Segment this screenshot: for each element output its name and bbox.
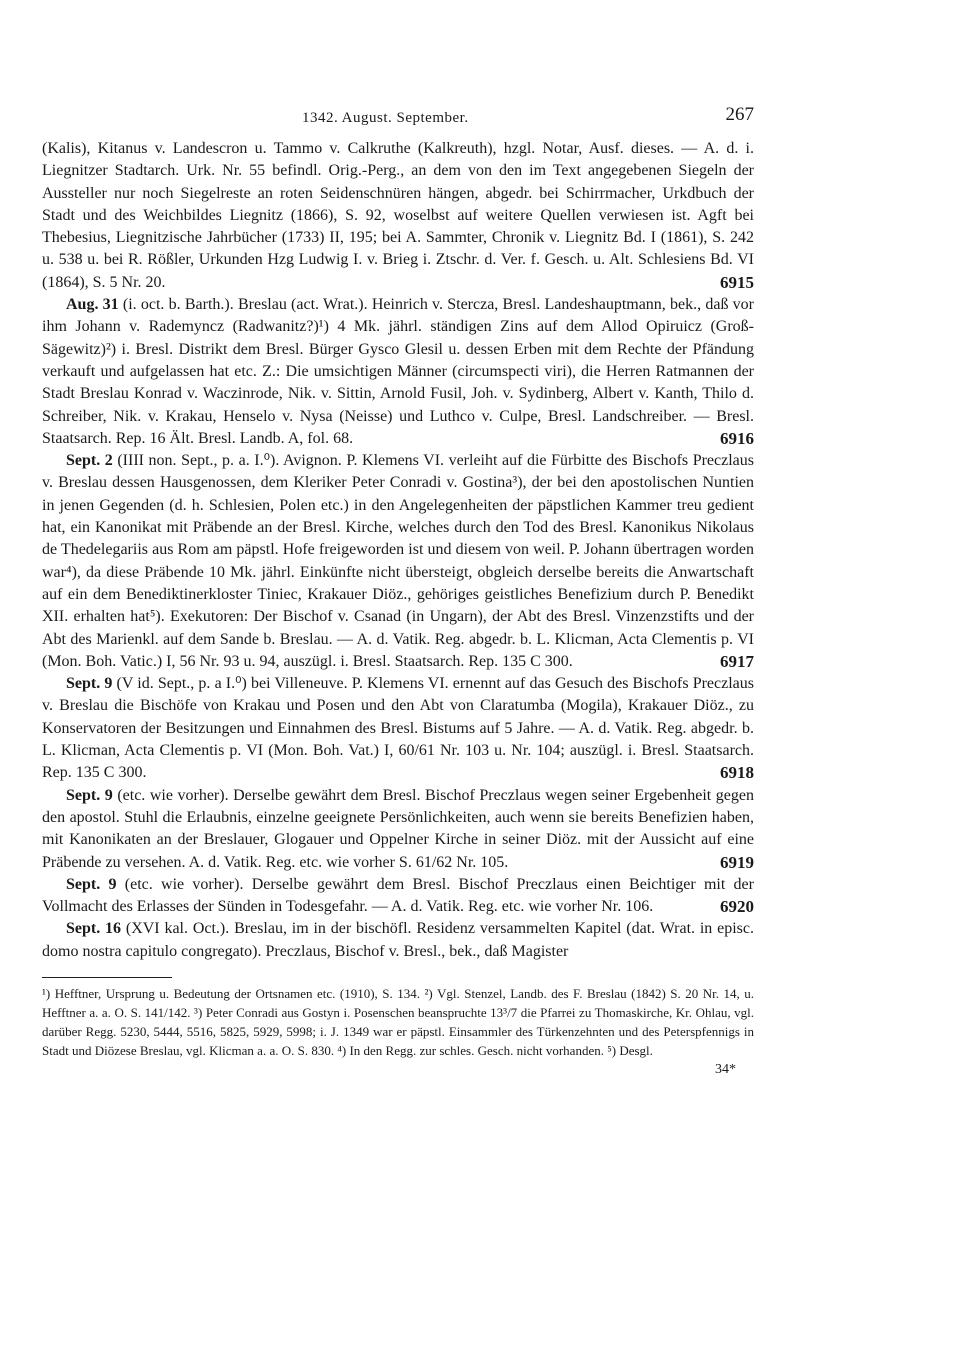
regest-number: 6915 [720,272,754,292]
continuation-entry [42,138,754,294]
entry-date: Sept. 9 [66,675,113,693]
regest-number: 6918 [720,763,754,783]
regest-number: 6917 [720,651,754,671]
page-header [42,104,754,138]
entry-text: (etc. wie vorher). Derselbe gewährt dem Bresl. Bischof Preczlaus wegen seiner Ergebenheit gegen den apostol. Stuhl die Erlaubnis, einzelne geeignete Persönlichkeiten, auch wenn sie bereits Benefizien haben, mit Kanonikaten an der Breslauer, Glogauer und Oppelner Kirche in seiner Diöz. mit der Aussicht auf eine Präbende zu versehen. A. d. Vatik. Reg. etc. wie vorher S. 61/62 Nr. 105. [42,786,754,871]
entry-date: Sept. 9 [66,875,117,893]
page-number: 267 [725,104,754,125]
main-text [42,138,754,963]
entry-text: (etc. wie vorher). Derselbe gewährt dem Bresl. Bischof Preczlaus einen Beichtiger mit der Vollmacht des Erlasses der Sünden in Todesgefahr. — A. d. Vatik. Reg. etc. wie vorher Nr. 106. [42,875,754,916]
regest-entry [42,918,754,963]
entry-date: Sept. 16 [66,920,122,938]
regest-entry [42,294,754,450]
entry-text: (i. oct. b. Barth.). Breslau (act. Wrat.). Heinrich v. Stercza, Bresl. Landeshauptmann, bek., daß vor ihm Johann v. Rademyncz (Radwanitz?)¹) 4 Mk. jährl. ständigen Zins auf dem Allod Opiruicz (Groß-Sägewitz)²) i. Bresl. Distrikt dem Bresl. Bürger Gysco Glesil u. dessen Erben mit dem Rechte der Pfändung verkauft und aufgelassen hat etc. Z.: Die umsichtigen Männer (circumspecti viri), die Herren Ratmannen der Stadt Breslau Konrad v. Waczinrode, Nik. v. Sittin, Arnold Fusil, Joh. v. Sydinberg, Albert v. Kanth, Thilo d. Schreiber, Nik. v. Krakau, Henselo v. Nysa (Neisse) und Luthco v. Culpe, Bresl. Landschreiber. — Bresl. Staatsarch. Rep. 16 Ält. Bresl. Landb. A, fol. 68. [42,296,754,447]
regest-entry [42,450,754,673]
regest-number: 6920 [720,897,754,917]
running-head: 1342. August. September. [302,110,469,126]
entry-date: Aug. 31 [66,296,119,314]
page [42,104,754,1078]
regest-entry [42,874,754,919]
footnote-divider [42,977,172,978]
entry-date: Sept. 2 [66,452,113,470]
entry-text: (XVI kal. Oct.). Breslau, im in der bischöfl. Residenz versammelten Kapitel (dat. Wrat. in episc. domo nostra capitulo congregato). Preczlaus, Bischof v. Bresl., bek., daß Magister [42,920,754,960]
regest-entry [42,785,754,874]
regest-number: 6916 [720,428,754,448]
regest-number: 6919 [720,852,754,872]
entry-text: (V id. Sept., p. a I.⁰) bei Villeneuve. P. Klemens VI. ernennt auf das Gesuch des Bischofs Preczlaus v. Breslau die Bischöfe von Krakau und Posen und den Abt von Claratumba (Mogila), Krakauer Diöz., zu Konservatoren der Besitzungen und Einnahmen des Bresl. Bistums auf 5 Jahre. — A. d. Vatik. Reg. abgedr. b. L. Klicman, Acta Clementis p. VI (Mon. Boh. Vat.) I, 60/61 Nr. 103 u. Nr. 104; auszügl. i. Bresl. Staatsarch. Rep. 135 C 300. [42,675,754,782]
footnotes: ¹) Hefftner, Ursprung u. Bedeutung der Ortsnamen etc. (1910), S. 134. ²) Vgl. Stenzel, Landb. des F. Breslau (1842) S. 20 Nr. 14, u. Hefftner a. a. O. S. 141/142. ³) Peter Conradi aus Gostyn i. Posenschen beanspruchte 13³/7 die Pfarrei zu Thomaskirche, Kr. Ohlau, vgl. darüber Regg. 5230, 5444, 5516, 5825, 5929, 5998; i. J. 1349 war er päpstl. Einsammler des Türkenzehnten und des Peterspfennigs in Stadt und Diözese Breslau, vgl. Klicman a. a. O. S. 830. ⁴) In den Regg. zur schles. Gesch. nicht vorhanden. ⁵) Desgl. [42,985,754,1058]
entry-date: Sept. 9 [66,786,113,804]
continuation-text: (Kalis), Kitanus v. Landescron u. Tammo v. Calkruthe (Kalkreuth), hzgl. Notar, Ausf. dieses. — A. d. i. Liegnitzer Stadtarch. Urk. Nr. 55 befindl. Orig.-Perg., an dem von den im Text angegebenen Siegeln der Aussteller nur noch Siegelreste an roten Seidenschnüren hängen, abgedr. bei Schirrmacher, Urkdbuch der Stadt und des Weichbildes Liegnitz (1866), S. 92, woselbst auf weitere Quellen verwiesen ist. Agft bei Thebesius, Liegnitzische Jahrbücher (1733) II, 195; bei A. Sammter, Chronik v. Liegnitz Bd. I (1861), S. 242 u. 538 u. bei R. Rößler, Urkunden Hzg Ludwig I. v. Brieg i. Ztschr. d. Ver. f. Gesch. u. Alt. Schlesiens Bd. VI (1864), S. 5 Nr. 20. [42,140,754,291]
printer-signature: 34* [715,1061,736,1077]
regest-entry [42,673,754,784]
entry-text: (IIII non. Sept., p. a. I.⁰). Avignon. P. Klemens VI. verleiht auf die Fürbitte des Bischofs Preczlaus v. Breslau dessen Hausgenossen, dem Kleriker Peter Conradi v. Gostina³), der bei den apostolischen Nuntien in jenen Gegenden (d. h. Schlesien, Polen etc.) in den Angelegenheiten der päpstlichen Kammer treu gedient hat, ein Kanonikat mit Präbende an der Bresl. Kirche, welches durch den Tod des Bresl. Kanonikus Nikolaus de Thedelegariis aus Rom am päpstl. Hofe freigeworden ist und diesem von weil. P. Johann übertragen worden war⁴), da diese Präbende 10 Mk. jährl. Einkünfte nicht übersteigt, obgleich derselbe bereits die Anwartschaft auf ein dem Benediktinerkloster Tiniec, Krakauer Diöz., gehöriges geistliches Benefizium durch P. Benedikt XII. erhalten hat⁵). Exekutoren: Der Bischof v. Csanad (in Ungarn), der Abt des Bresl. Vinzenzstifts und der Abt des Marienkl. auf dem Sande b. Breslau. — A. d. Vatik. Reg. abgedr. b. L. Klicman, Acta Clementis p. VI (Mon. Boh. Vatic.) I, 56 Nr. 93 u. 94, auszügl. i. Bresl. Staatsarch. Rep. 135 C 300. [42,452,754,670]
